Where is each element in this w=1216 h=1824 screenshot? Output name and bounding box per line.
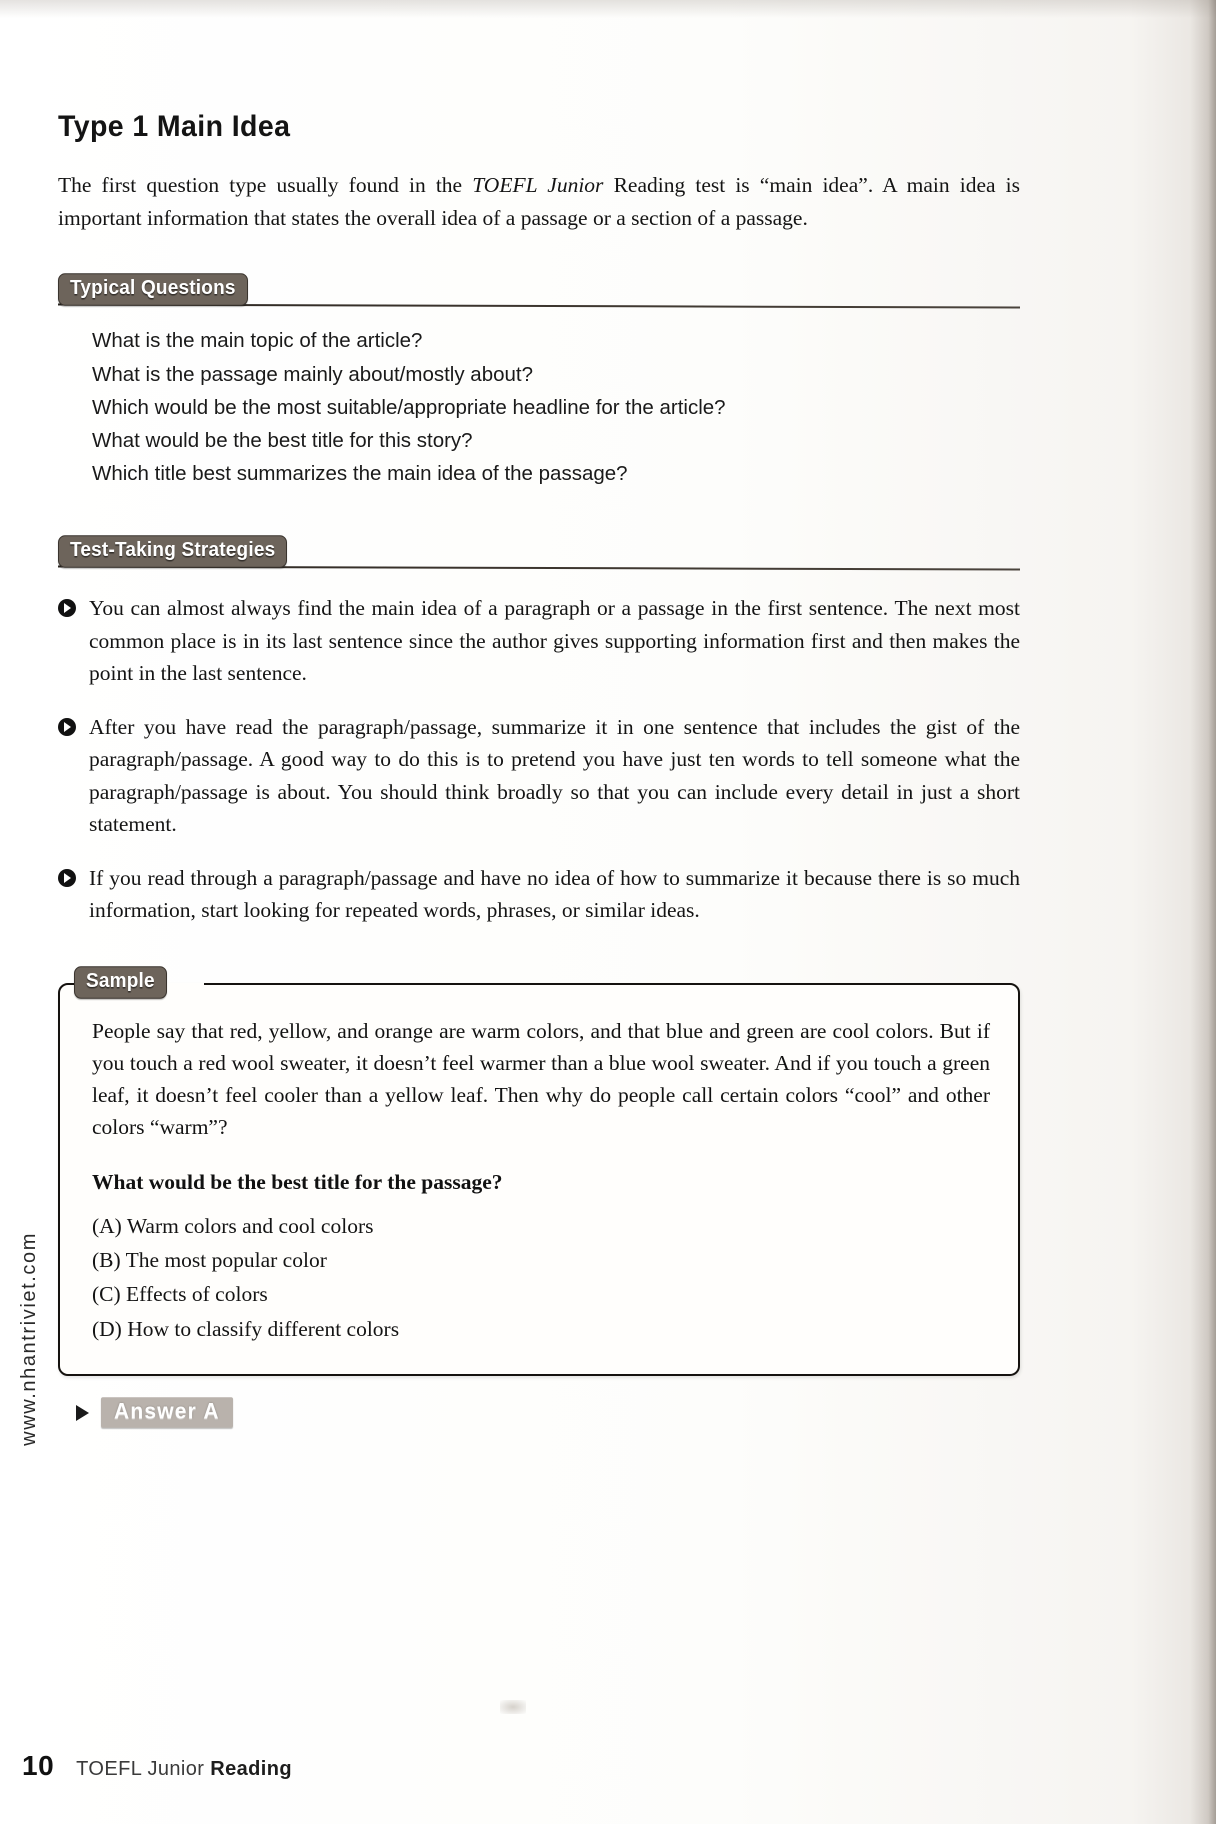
answer-row [58, 1398, 1020, 1427]
strategies-badge: Test-Taking Strategies [58, 536, 287, 569]
intro-italic-term: TOEFL Junior [472, 173, 604, 197]
intro-text-before: The first question type usually found in the [58, 173, 473, 197]
typical-questions-badge: Typical Questions [58, 274, 248, 307]
list-item: Which would be the most suitable/appropriate headline for the article? [92, 395, 726, 419]
answer-choice-c[interactable]: (C) Effects of colors [92, 1282, 268, 1307]
page-title: Type 1 Main Idea [58, 110, 291, 144]
intro-paragraph [58, 169, 1020, 234]
triangle-right-icon [76, 1405, 89, 1421]
strategies-header [58, 536, 1020, 570]
play-bullet-icon [58, 718, 76, 736]
footer-title [76, 1758, 292, 1781]
footer-title-bold: Reading [210, 1758, 292, 1780]
strategies-list [58, 592, 1020, 926]
strategy-text: You can almost always find the main idea of a paragraph or a passage in the first sentence. The next most common place is in its last sentence since the author gives supporting information first and then makes the point in the last sentence. [89, 596, 1020, 685]
footer-page-number: 10 [22, 1750, 55, 1781]
play-bullet-icon [58, 599, 76, 617]
list-item: What would be the best title for this story? [92, 428, 473, 452]
watermark: www.nhantriviet.com [18, 1232, 40, 1446]
list-item: What is the passage mainly about/mostly about? [92, 362, 533, 386]
sample-badge: Sample [74, 966, 167, 999]
list-item [58, 711, 1020, 840]
sample-passage: People say that red, yellow, and orange are warm colors, and that blue and green are cool colors. But if you touch a red wool sweater, it doesn’t feel warmer than a blue wool sweater. And if you touch a green leaf, it doesn’t feel cooler than a yellow leaf. Then why do people call certain colors “cool” and other colors “warm”? [92, 1018, 990, 1140]
sample-header [58, 967, 1020, 999]
answer-choices [92, 1211, 990, 1346]
footer-title-plain: TOEFL Junior [76, 1758, 211, 1780]
list-item [58, 862, 1020, 927]
list-item [58, 592, 1020, 689]
page-footer [22, 1750, 292, 1782]
page-content [58, 110, 1020, 1427]
strategy-text: After you have read the paragraph/passage, summarize it in one sentence that includes the gist of the paragraph/passage. A good way to do this is to pretend you have just ten words to tell someone what the paragraph/passage is about. You should think broadly so that you can include every detail in just a short statement. [89, 715, 1020, 836]
sample-section [58, 967, 1020, 1428]
answer-badge: Answer A [101, 1397, 233, 1427]
intro-text-after: Reading test is “main idea”. A main idea is important information that states the overall idea of a passage or a section of a passage. [58, 173, 1020, 230]
sample-question: What would be the best title for the passage? [92, 1169, 503, 1194]
list-item: What is the main topic of the article? [92, 329, 423, 353]
answer-choice-b[interactable]: (B) The most popular color [92, 1247, 327, 1272]
play-bullet-icon [58, 869, 76, 887]
list-item: Which title best summarizes the main idea of the passage? [92, 462, 628, 486]
answer-choice-d[interactable]: (D) How to classify different colors [92, 1316, 400, 1341]
typical-questions-header [58, 274, 1020, 308]
sample-box [58, 983, 1020, 1377]
answer-choice-a[interactable]: (A) Warm colors and cool colors [92, 1213, 374, 1238]
typical-questions-list [58, 324, 1020, 490]
strategy-text: If you read through a paragraph/passage and have no idea of how to summarize it because there is so much information, start looking for repeated words, phrases, or similar ideas. [89, 866, 1020, 923]
